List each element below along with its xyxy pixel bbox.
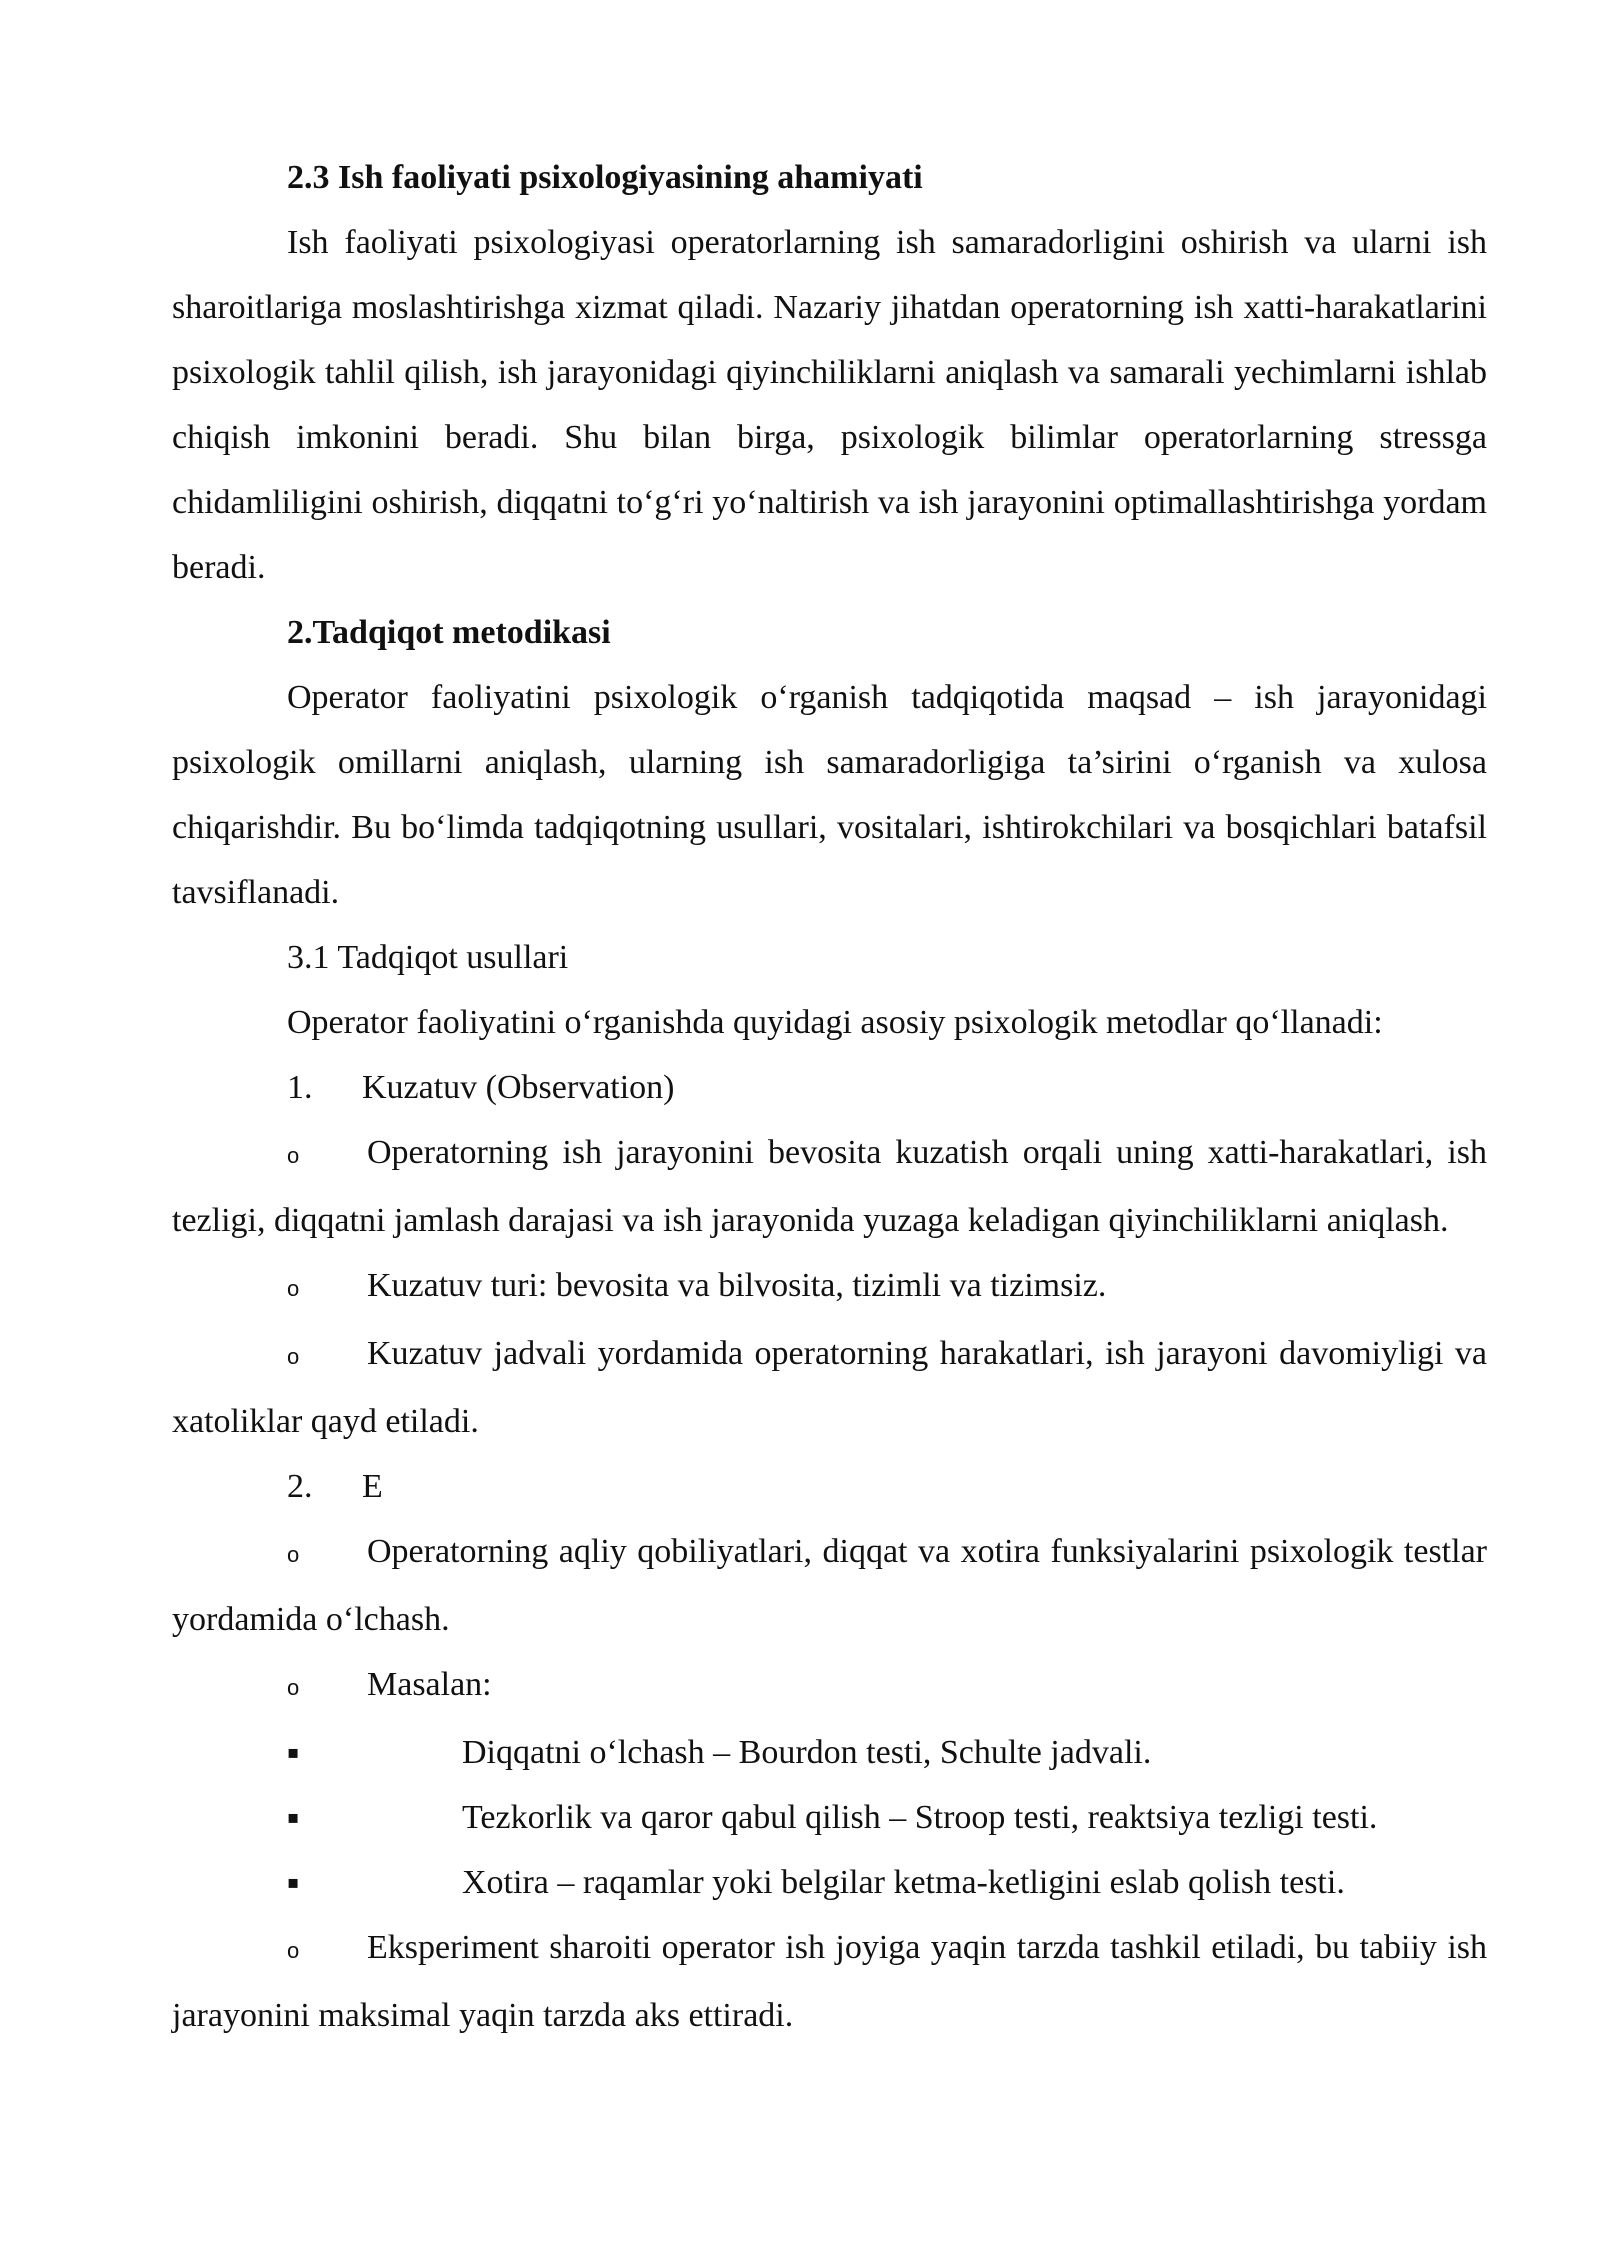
sub-bullet-item: [172, 1785, 1487, 1850]
square-bullet-icon: ▪: [287, 1807, 300, 1828]
section-heading-methodology: 2.Tadqiqot metodikasi: [287, 614, 611, 651]
section-heading-2-3: 2.3 Ish faoliyati psixologiyasining ahamiyati: [287, 159, 923, 196]
sub-bullet-item: [172, 1850, 1487, 1915]
bullet-item: [172, 1321, 1487, 1454]
bullet-text: Eksperiment sharoiti operator ish joyiga yaqin tarzda tashkil etiladi, bu tabiiy ish jarayonini maksimal yaqin tarzda aks ettiradi.: [172, 1929, 1487, 2034]
circle-bullet-icon: o: [287, 1143, 300, 1168]
bullet-text: Masalan:: [367, 1666, 492, 1703]
bullet-item: [172, 1652, 1487, 1720]
item-number: 1.: [287, 1069, 313, 1106]
bullet-item: [172, 1120, 1487, 1253]
item-label: E: [362, 1468, 383, 1505]
document-body: [172, 145, 1487, 2048]
circle-bullet-icon: o: [287, 1675, 300, 1700]
bullet-text: Operatorning ish jarayonini bevosita kuzatish orqali uning xatti-harakatlari, ish tezligi, diqqatni jamlash darajasi va ish jarayonida yuzaga keladigan qiyinchiliklarni aniqlash.: [172, 1134, 1487, 1239]
bullet-item: [172, 1253, 1487, 1321]
square-bullet-icon: ▪: [287, 1872, 300, 1893]
sub-bullet-text: Diqqatni o‘lchash – Bourdon testi, Schulte jadvali.: [462, 1734, 1152, 1771]
bullet-text: Operatorning aqliy qobiliyatlari, diqqat va xotira funksiyalarini psixologik testlar yordamida o‘lchash.: [172, 1533, 1487, 1638]
sub-bullet-text: Tezkorlik va qaror qabul qilish – Stroop testi, reaktsiya tezligi testi.: [462, 1799, 1378, 1836]
item-number: 2.: [287, 1468, 313, 1505]
item-label: Kuzatuv (Observation): [362, 1069, 675, 1106]
section-2-3-paragraph: Ish faoliyati psixologiyasi operatorlarning ish samaradorligini oshirish va ularni ish sharoitlariga moslashtirishga xizmat qiladi. Nazariy jihatdan operatorning ish xatti-harakatlarini psixologik tahlil qilish, ish jarayonidagi qiyinchiliklarni aniqlash va samarali yechimlarni ishlab chiqish imkonini beradi. Shu bilan birga, psixologik bilimlar operatorlarning stressga chidamliligini oshirish, diqqatni to‘g‘ri yo‘naltirish va ish jarayonini optimallashtirishga yordam beradi.: [172, 224, 1487, 586]
circle-bullet-icon: o: [287, 1938, 300, 1963]
circle-bullet-icon: o: [287, 1542, 300, 1567]
numbered-item-2: [172, 1454, 1487, 1519]
sub-bullet-item: [172, 1720, 1487, 1785]
square-bullet-icon: ▪: [287, 1742, 300, 1763]
subsection-title-3-1: 3.1 Tadqiqot usullari: [287, 939, 569, 976]
bullet-item: [172, 1519, 1487, 1652]
bullet-item: [172, 1915, 1487, 2048]
numbered-item-1: [172, 1055, 1487, 1120]
bullet-text: Kuzatuv turi: bevosita va bilvosita, tizimli va tizimsiz.: [367, 1267, 1107, 1304]
sub-bullet-text: Xotira – raqamlar yoki belgilar ketma-ketligini eslab qolish testi.: [462, 1864, 1345, 1901]
bullet-text: Kuzatuv jadvali yordamida operatorning harakatlari, ish jarayoni davomiyligi va xatoliklar qayd etiladi.: [172, 1335, 1487, 1440]
circle-bullet-icon: o: [287, 1276, 300, 1301]
methodology-paragraph: Operator faoliyatini psixologik o‘rganish tadqiqotida maqsad – ish jarayonidagi psixologik omillarni aniqlash, ularning ish samaradorligiga ta’sirini o‘rganish va xulosa chiqarishdir. Bu bo‘limda tadqiqotning usullari, vositalari, ishtirokchilari va bosqichlari batafsil tavsiflanadi.: [172, 679, 1487, 911]
circle-bullet-icon: o: [287, 1344, 300, 1369]
methods-intro: Operator faoliyatini o‘rganishda quyidagi asosiy psixologik metodlar qo‘llanadi:: [287, 1004, 1383, 1041]
